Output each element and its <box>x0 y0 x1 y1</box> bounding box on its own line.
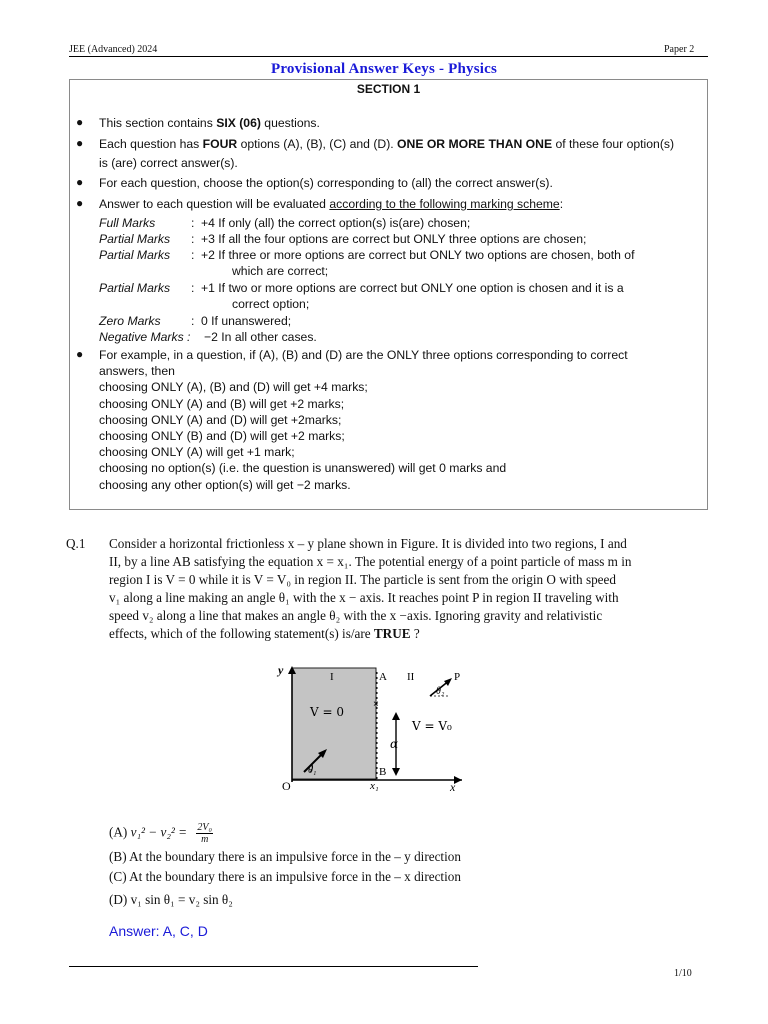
theta2-label: θ₂ <box>436 686 445 697</box>
header-rule <box>69 56 708 57</box>
example-line: choosing ONLY (A) and (D) will get +2marks; <box>99 413 342 427</box>
example-line: choosing no option(s) (i.e. the question is unanswered) will get 0 marks and <box>99 461 507 475</box>
page-title: Provisional Answer Keys - Physics <box>270 61 498 77</box>
bullet-choose: For each question, choose the option(s) corresponding to (all) the correct answer(s). <box>99 176 553 190</box>
footer-rule <box>69 966 478 967</box>
example-line: choosing ONLY (A), (B) and (D) will get +4 marks; <box>99 380 368 394</box>
region-two-label: II <box>407 671 415 683</box>
question-number: Q.1 <box>66 536 86 551</box>
option-c: (C) At the boundary there is an impulsive force in the – x direction <box>109 869 461 884</box>
x-axis-label: x <box>450 780 456 794</box>
bullet-section-count: This section contains SIX (06) questions. <box>99 116 320 130</box>
point-a-label: A <box>379 671 387 683</box>
alpha-arrow-down <box>392 768 400 776</box>
bullet-dot: ● <box>76 115 84 129</box>
boundary-marker: × <box>373 699 379 710</box>
bullet-evaluation: Answer to each question will be evaluated according to the following marking scheme: <box>99 197 564 211</box>
example-line: choosing any other option(s) will get −2 marks. <box>99 478 351 492</box>
question-figure <box>270 660 470 795</box>
region-one-shading <box>292 668 376 779</box>
option-d: (D) v₁ sin θ₁ = v₂ sin θ₂ <box>109 892 233 907</box>
option-a: (A) v₁² − v₂² = $\frac{\text{2V₀}}{m}$ <box>109 822 212 845</box>
section-title: SECTION 1 <box>356 82 421 96</box>
x1-label: x₁ <box>370 780 379 792</box>
bullet-dot: ● <box>76 175 84 189</box>
point-b-label: B <box>379 766 387 778</box>
region-one-label: I <box>330 671 334 683</box>
option-b: (B) At the boundary there is an impulsive force in the – y direction <box>109 849 461 864</box>
alpha-label: α <box>390 737 399 751</box>
bullet-options: Each question has FOUR options (A), (B), (C) and (D). ONE OR MORE THAN ONE of these four option(s) <box>99 137 675 151</box>
theta1-label: θ₁ <box>308 765 317 776</box>
bullet-dot: ● <box>76 347 84 361</box>
bullet-options-cont: is (are) correct answer(s). <box>99 156 238 170</box>
page-number: 1/10 <box>674 968 692 979</box>
alpha-arrow-up <box>392 712 400 720</box>
instructions-box: SECTION 1 ● This section contains SIX (06) questions. ● Each question has FOUR options (A), (B), (C) and (D). ONE OR MORE THAN ONE of these four option(s) is (are) correct answer(s). ● For each question, choose the option(s) corresponding to (all) the correct answer(s). ● Answer to each question will be evaluated according to the following marking scheme: Full Marks : +4 If only (all) the correct option(s) is(are) chosen; Partial Marks : +3 If all the four options are correct but ONLY three options are chosen; Partial Marks : +2 If three or more options are correct but ONLY two options are chosen, both of which are correct; Partial Marks : +1 If two or more options are correct but ONLY one option is chosen and it is a correct option; Zero Marks : 0 If unanswered; Negative Marks : −2 In all other cases. ● For example, in a question, if (A), (B) and (D) are the ONLY three options corresponding to correct answers, then choosing ONLY (A), (B) and (D) will get +4 marks; choosing ONLY (A) and (B) will get +2 marks; choosing ONLY (A) and (D) will get +2marks; choosing ONLY (B) and (D) will get +2 marks; choosing ONLY (A) will get +1 mark; choosing no option(s) (i.e. the question is unanswered) will get 0 marks and choosing any other option(s) will get −2 marks. <box>69 79 708 510</box>
example-line: choosing ONLY (A) will get +1 mark; <box>99 445 295 459</box>
y-axis-label: y <box>278 663 284 677</box>
exam-name: JEE (Advanced) 2024 <box>69 44 158 55</box>
bullet-dot: ● <box>76 196 84 210</box>
v-v0-label: V = V₀ <box>412 719 452 733</box>
example-line: For example, in a question, if (A), (B) and (D) are the ONLY three options corresponding to correct <box>99 348 628 362</box>
example-line: choosing ONLY (B) and (D) will get +2 marks; <box>99 429 345 443</box>
example-line: answers, then <box>99 364 175 378</box>
v-zero-label: V = 0 <box>310 705 344 719</box>
answer-key: Answer: A, C, D <box>109 923 208 939</box>
paper-number: Paper 2 <box>664 44 695 55</box>
origin-label: O <box>282 779 291 793</box>
example-line: choosing ONLY (A) and (B) will get +2 marks; <box>99 397 345 411</box>
point-p-label: P <box>454 671 461 683</box>
bullet-dot: ● <box>76 136 84 150</box>
